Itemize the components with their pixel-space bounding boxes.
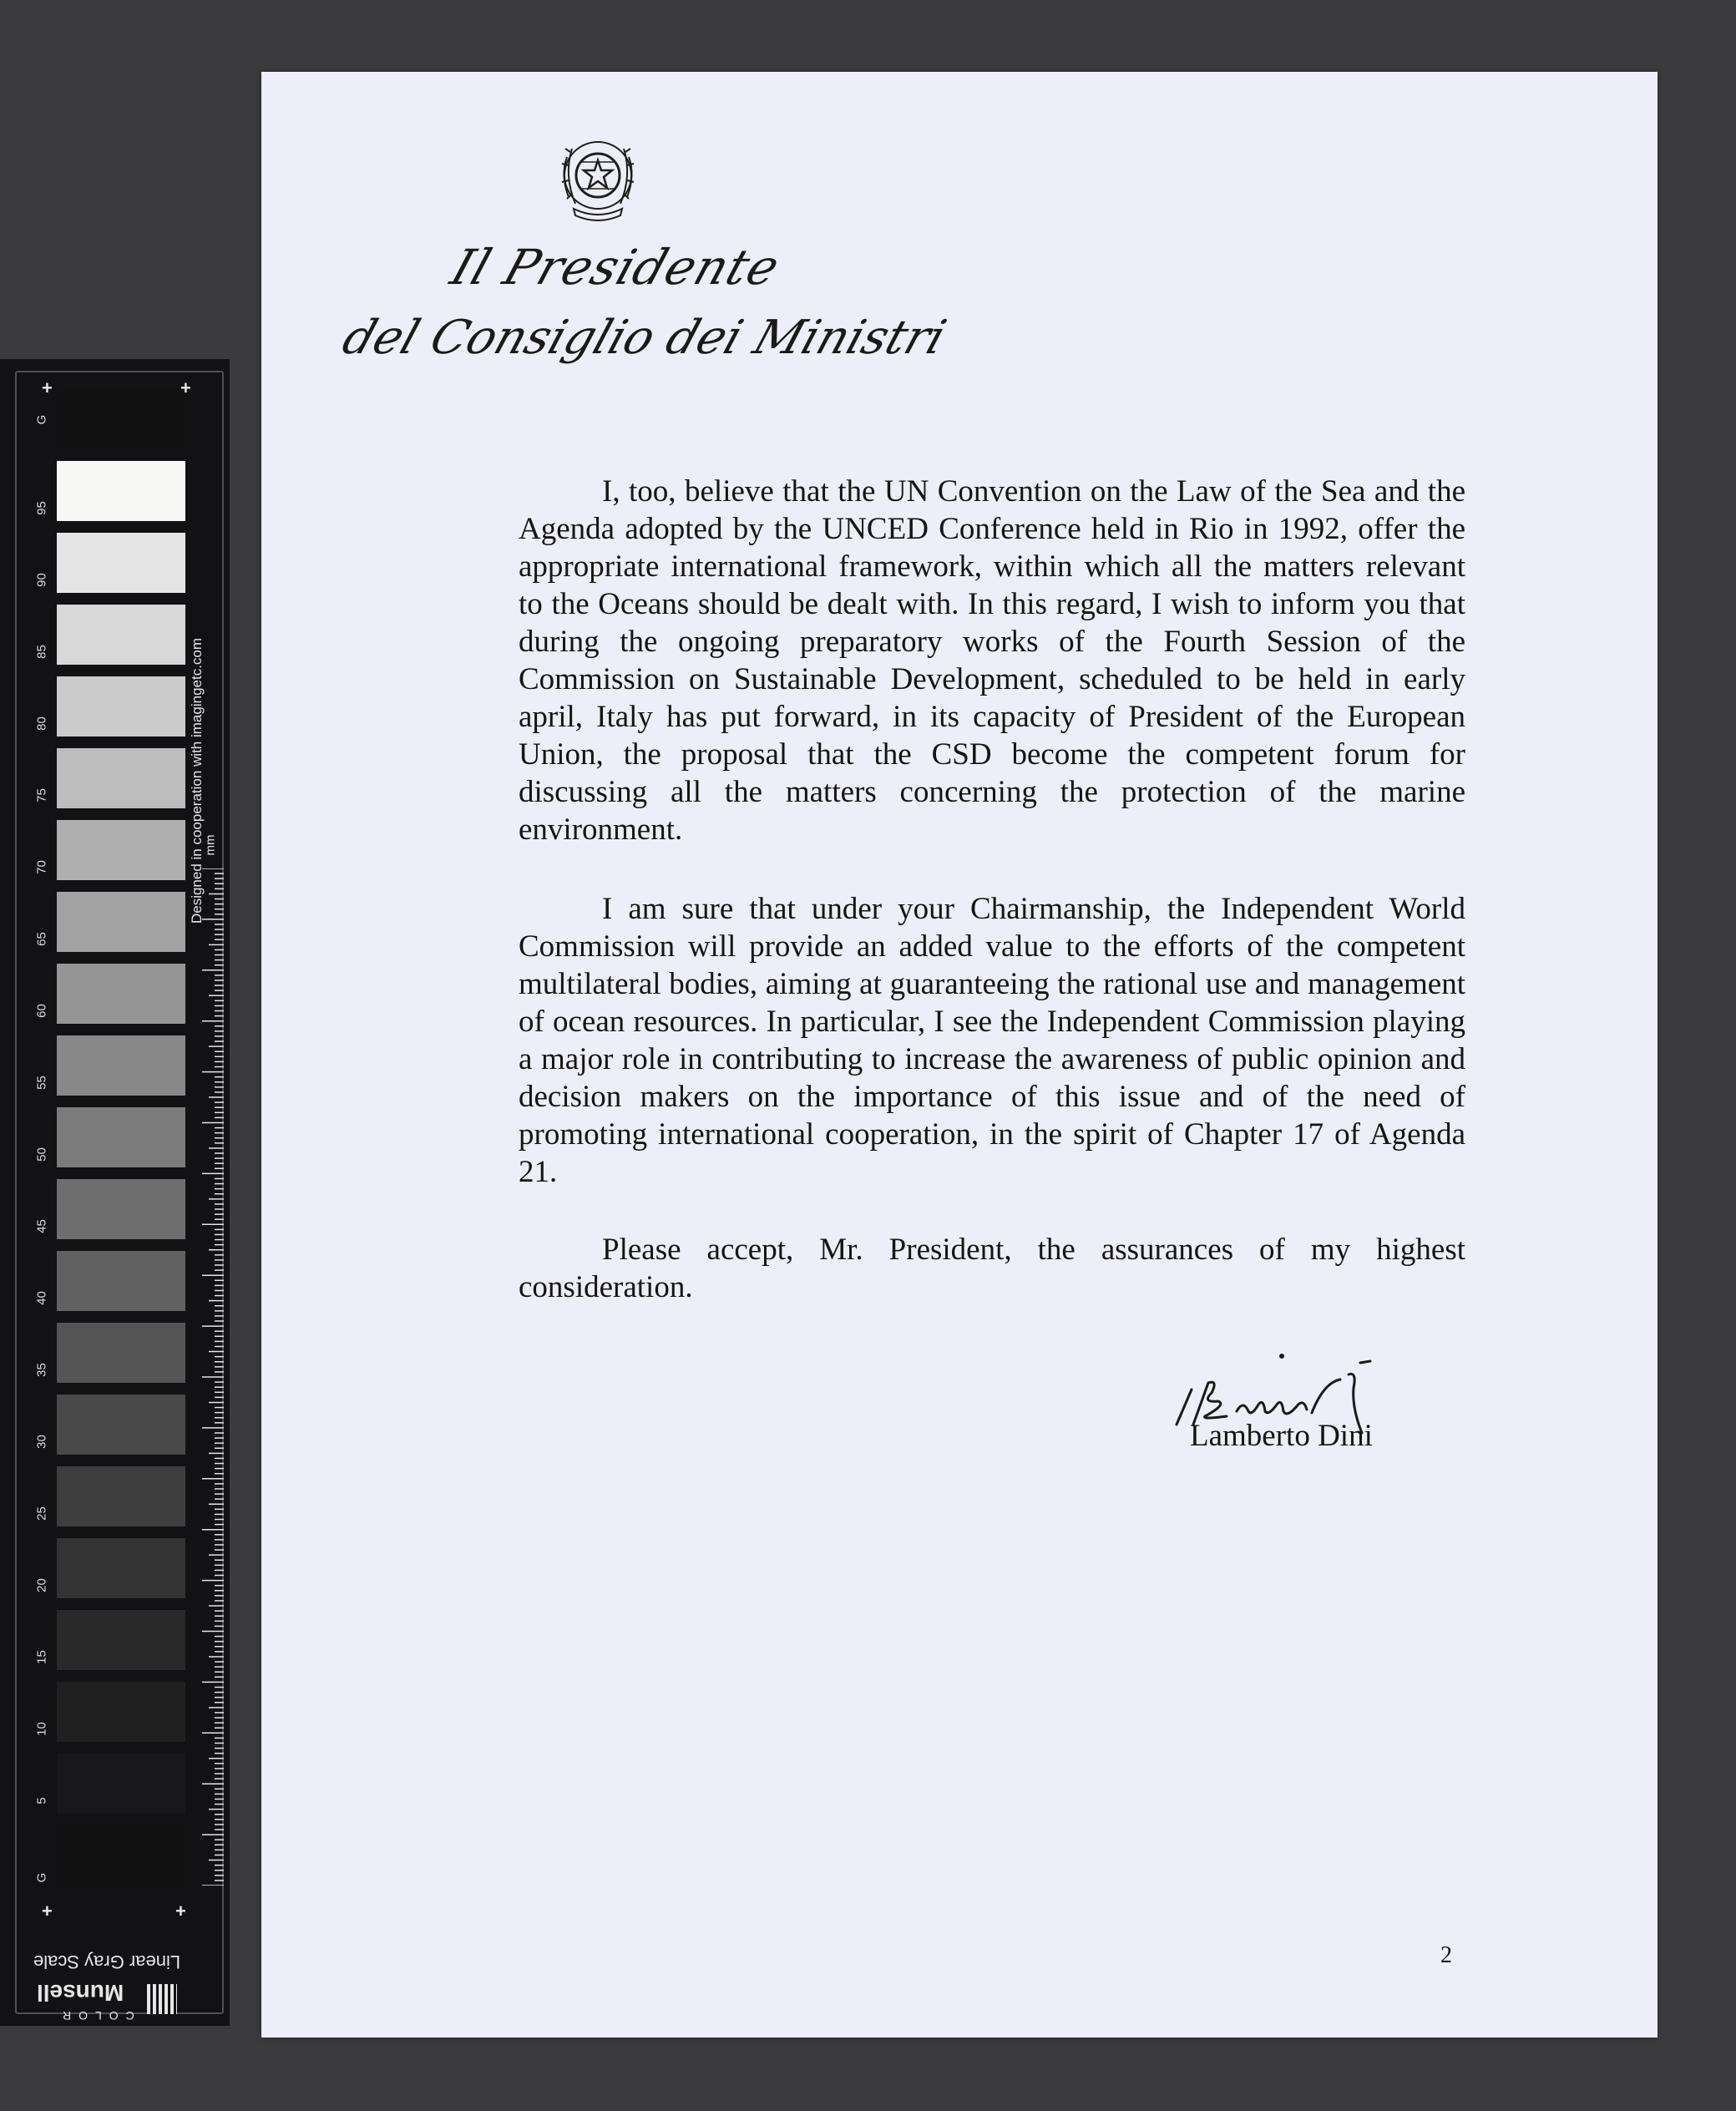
gray-patch (57, 1179, 185, 1239)
gray-patch (57, 1323, 185, 1383)
scale-number: 50 (34, 1147, 49, 1162)
gray-patch (57, 1610, 185, 1670)
strip-credit-text: Designed in cooperation with imagingetc.com (189, 637, 205, 924)
scale-number: 25 (34, 1506, 49, 1521)
strip-brand-sub: COLOR (55, 2009, 134, 2022)
gray-patch (57, 605, 185, 665)
scale-number: 65 (34, 932, 49, 946)
scale-number: 70 (34, 860, 49, 874)
body-paragraph: I, too, believe that the UN Convention on the Law of the Sea and the Agenda adopted by the UNCED Conference held in Rio in 1992, offer the appropriate international framework, within which all the matters relevant to the Oceans should be dealt with. In this regard, I wish to inform you that during the ongoing preparatory works of the Fourth Session of the Commission on Sustainable Development, scheduled to be held in early april, Italy has put forward, in its capacity of President of the European Union, the proposal that the CSD become the competent forum for discussing all the matters concerning the protection of the marine environment. (519, 474, 1465, 847)
gray-patch (57, 1682, 185, 1742)
gray-patch (57, 748, 185, 808)
gray-patch (57, 820, 185, 880)
gray-patch (57, 1538, 185, 1598)
gray-patch (57, 1466, 185, 1526)
scale-number: 95 (34, 501, 49, 515)
scale-number: 80 (34, 716, 49, 731)
page-number: 2 (1440, 1942, 1452, 1968)
letterhead-subtitle: del Consiglio dei Ministri (336, 311, 953, 365)
registration-mark: + (180, 377, 191, 398)
letter-page (261, 72, 1658, 2038)
scale-number: G (34, 414, 49, 425)
gray-patch (57, 461, 185, 521)
closing-paragraph: Please accept, Mr. President, the assurances of my highest consideration. (519, 1233, 1465, 1304)
scale-number: 45 (34, 1219, 49, 1233)
scale-number: 90 (34, 573, 49, 587)
scale-number: 75 (34, 788, 49, 802)
scale-number: 30 (34, 1435, 49, 1449)
signer-name: Lamberto Dini (1190, 1419, 1373, 1453)
scale-number: 35 (34, 1363, 49, 1377)
scale-number: 60 (34, 1004, 49, 1018)
scale-number: 15 (34, 1650, 49, 1664)
strip-brand: Munsell (37, 1980, 124, 2006)
gray-patch (57, 1395, 185, 1455)
gray-patch (57, 1035, 185, 1096)
gray-patch (57, 676, 185, 737)
scale-number: 20 (34, 1578, 49, 1592)
body-paragraph: I am sure that under your Chairmanship, the Independent World Commission will provide an added value to the efforts of the competent multilateral bodies, aiming at guaranteeing the rational use and management of ocean resources. In particular, I see the Independent Commission playing a major role in contributing to increase the awareness of public opinion and decision makers on the importance of this issue and of the need of promoting international cooperation, in the spirit of Chapter 17 of Agenda 21. (519, 892, 1465, 1189)
letterhead-title: Il Presidente (443, 239, 787, 296)
gray-scale-strip (0, 359, 230, 2026)
scale-number: 5 (34, 1797, 49, 1805)
gray-patch (57, 892, 185, 952)
gray-patch (57, 1754, 185, 1814)
gray-patch (57, 389, 185, 449)
registration-mark: + (42, 377, 53, 398)
gray-patch (57, 964, 185, 1024)
gray-patch (57, 1825, 185, 1886)
scale-number: 55 (34, 1076, 49, 1090)
strip-unit-label: mm (203, 834, 218, 856)
gray-patch (57, 1107, 185, 1167)
scale-number: 40 (34, 1291, 49, 1305)
gray-patch (57, 1251, 185, 1311)
scale-number: G (34, 1872, 49, 1883)
italian-republic-emblem-icon (555, 132, 640, 225)
registration-mark: + (175, 1901, 186, 1921)
strip-title: Linear Gray Scale (33, 1952, 181, 1972)
scale-number: 10 (34, 1722, 49, 1736)
gray-patch (57, 533, 185, 593)
mm-ruler (200, 868, 225, 1886)
scale-number: 85 (34, 645, 49, 659)
munsell-logo-icon (147, 1984, 177, 2014)
registration-mark: + (42, 1901, 53, 1921)
